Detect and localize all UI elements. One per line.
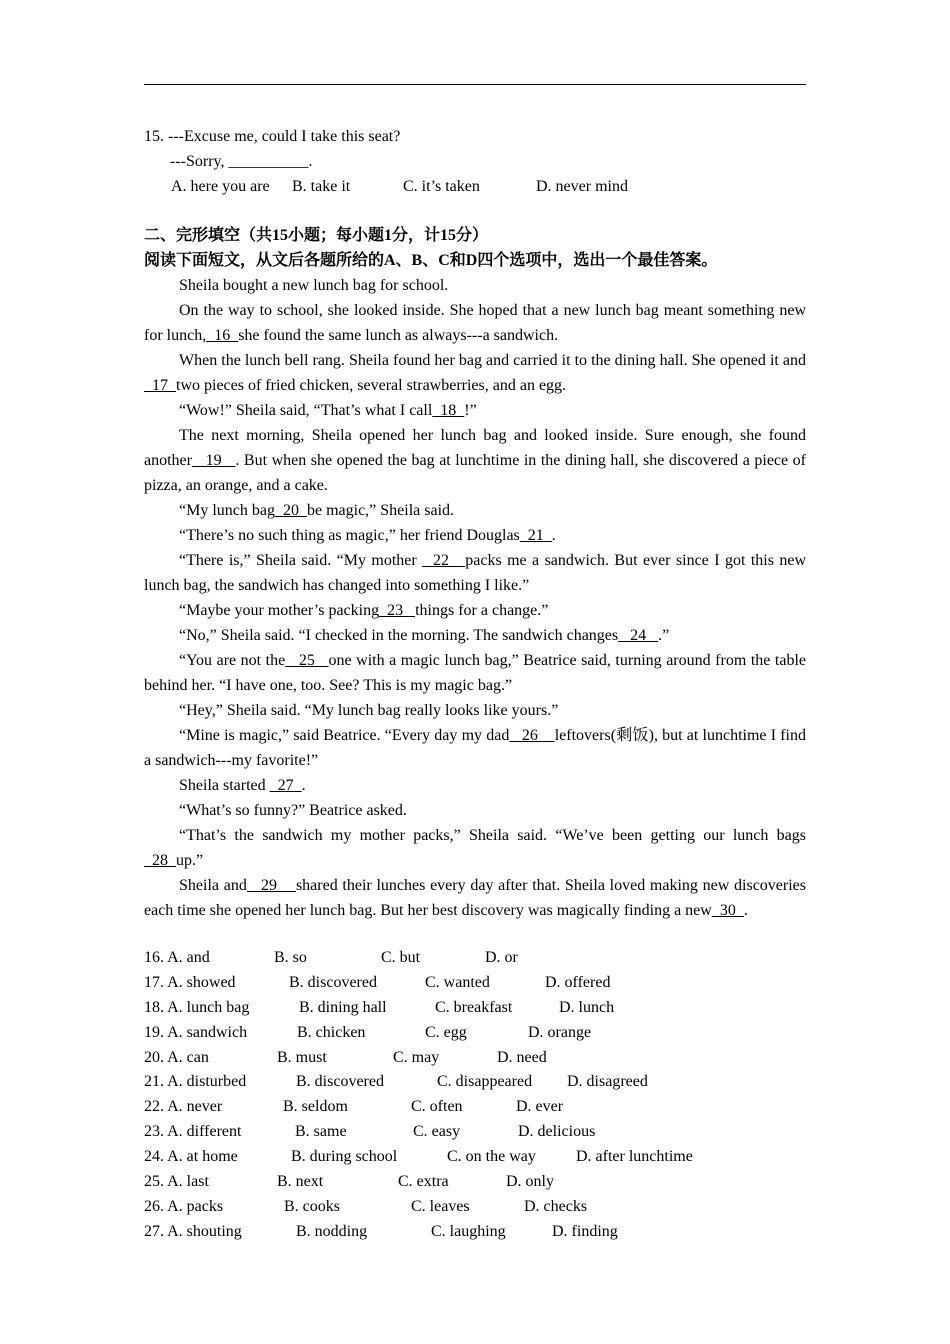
option-row [144,1095,844,1120]
blank-number: 16 [206,327,239,344]
option-c: C. often [411,1098,463,1116]
passage-text: When the lunch bell rang. Sheila found her bag and carried it to the dining hall. She opened it and [179,352,806,369]
passage-text: Sheila and [179,877,247,894]
option-c: C. may [393,1048,440,1066]
passage-paragraph [144,498,806,523]
option-a: 22. A. never [144,1098,223,1116]
passage-text: she found the same lunch as always---a sandwich. [238,327,559,344]
blank-number: 21 [519,527,552,544]
option-b: B. next [277,1173,324,1191]
passage-paragraph [144,773,806,798]
passage-paragraph [144,423,806,498]
section-header [144,223,806,273]
option-d: D. delicious [518,1123,596,1141]
passage-text: be magic,” Sheila said. [306,502,455,519]
option-c: C. wanted [425,973,490,991]
passage-text: “There’s no such thing as magic,” her friend Douglas [179,527,520,544]
blank-number: 24 [618,627,659,644]
option-c: C. leaves [411,1197,470,1215]
option-b: B. seldom [283,1098,348,1116]
option-row [144,1145,844,1170]
passage-paragraph [144,348,806,398]
option-a: 17. A. showed [144,973,236,991]
section-instruction: 阅读下面短文，从文后各题所给的A、B、C和D四个选项中，选出一个最佳答案。 [144,252,718,269]
option-row [144,996,844,1021]
option-d: D. only [506,1173,554,1191]
passage-text: things for a change.” [415,602,549,619]
blank-number: 23 [379,602,416,619]
option-a: 27. A. shouting [144,1222,242,1240]
option-d: D. or [485,949,518,966]
passage-text: “Maybe your mother’s packing [179,602,380,619]
option-d: D. orange [528,1023,592,1041]
passage-text: up.” [176,852,204,869]
passage-text: . [551,527,556,544]
option-b: B. chicken [297,1023,366,1041]
passage-text: On the way to school, she looked inside. She hoped that a new lunch bag meant something new for lunch, [144,302,806,344]
passage-paragraph [144,723,806,773]
section-title: 二、完形填空（共15小题；每小题1分，计15分） [144,227,489,244]
blank-number: 30 [711,902,744,919]
option-a: 24. A. at home [144,1148,238,1166]
blank-number: 29 [246,877,296,894]
passage-text: The next morning, Sheila opened her lunch bag and looked inside. Sure enough, she found another [144,427,806,469]
passage-text: . [301,777,306,794]
option-b: B. cooks [284,1197,340,1215]
option-a: 25. A. last [144,1173,209,1191]
header-rule [144,84,806,85]
passage-text: “My lunch bag [179,502,275,519]
option-b: B. discovered [289,973,377,991]
blank-number: 28 [144,852,176,869]
option-c: C. but [381,949,421,966]
passage-paragraph [144,623,806,648]
option-b: B. during school [291,1148,398,1166]
q15-reply: ---Sorry, __________. [170,153,313,170]
option-c: C. extra [398,1173,449,1191]
blank-number: 19 [191,452,236,469]
option-d: D. finding [552,1222,618,1240]
passage-paragraph [144,823,806,873]
option-b: B. same [295,1123,347,1141]
q15-option-a: A. here you are [171,178,270,195]
option-d: D. disagreed [567,1073,648,1091]
question-15 [144,124,806,199]
option-row [144,1021,844,1046]
option-row [144,1170,844,1195]
option-c: C. egg [425,1023,467,1041]
q15-option-b: B. take it [292,178,351,195]
passage-text: “Hey,” Sheila said. “My lunch bag really looks like yours.” [179,702,559,719]
option-c: C. laughing [431,1222,506,1240]
blank-number: 20 [274,502,307,519]
option-a: 26. A. packs [144,1197,224,1215]
passage-paragraph [144,398,806,423]
passage-text: one with a magic lunch bag,” Beatrice said, turning around from the table behind her. “I have one, too. See? This is my magic bag.” [144,652,807,694]
option-row [144,946,844,971]
passage-paragraph [144,598,806,623]
cloze-options [144,946,844,1245]
passage-text: “You are not the [179,652,286,669]
option-b: B. discovered [296,1073,384,1091]
passage-text: Sheila bought a new lunch bag for school. [179,277,449,294]
q15-option-c: C. it’s taken [403,178,480,195]
option-row [144,1070,844,1095]
option-b: B. nodding [296,1222,368,1240]
option-a: 19. A. sandwich [144,1023,248,1041]
passage-text: Sheila started [179,777,270,794]
passage-text: !” [464,402,477,419]
passage-paragraph [144,298,806,348]
option-d: D. offered [545,973,611,991]
blank-number: 26 [509,727,555,744]
passage-text: . [743,902,748,919]
option-a: 20. A. can [144,1048,209,1066]
passage-paragraph [144,648,806,698]
blank-number: 18 [432,402,465,419]
blank-number: 22 [422,552,466,569]
option-c: C. on the way [447,1148,536,1166]
option-row [144,971,844,996]
option-c: C. disappeared [437,1073,533,1091]
option-c: C. easy [413,1123,461,1141]
option-row [144,1220,844,1245]
cloze-passage [144,273,806,923]
q15-option-d: D. never mind [536,178,628,195]
option-d: D. ever [516,1098,564,1116]
passage-text: two pieces of fried chicken, several strawberries, and an egg. [176,377,567,394]
q15-options [144,174,806,199]
option-row [144,1195,844,1220]
option-b: B. so [274,949,307,966]
passage-text: packs me a sandwich. But ever since I got this new lunch bag, the sandwich has changed into something I like.” [144,552,807,594]
option-a: 18. A. lunch bag [144,998,250,1016]
option-d: D. after lunchtime [576,1148,693,1166]
option-c: C. breakfast [435,998,513,1016]
option-b: B. must [277,1048,327,1066]
passage-text: . But when she opened the bag at lunchtime in the dining hall, she discovered a piece of pizza, an orange, and a cake. [144,452,807,494]
passage-text: “No,” Sheila said. “I checked in the morning. The sandwich changes [179,627,619,644]
blank-number: 17 [144,377,176,394]
passage-paragraph [144,698,806,723]
passage-text: “Mine is magic,” said Beatrice. “Every day my dad [179,727,510,744]
option-a: 23. A. different [144,1123,242,1141]
passage-text: “Wow!” Sheila said, “That’s what I call [179,402,433,419]
q15-prompt: 15. ---Excuse me, could I take this seat? [144,128,401,145]
passage-paragraph [144,273,806,298]
passage-text: .” [658,627,670,644]
option-a: 21. A. disturbed [144,1073,247,1091]
passage-paragraph [144,523,806,548]
option-b: B. dining hall [299,998,387,1016]
passage-paragraph [144,873,806,923]
passage-paragraph [144,798,806,823]
blank-number: 25 [285,652,329,669]
passage-text: “What’s so funny?” Beatrice asked. [179,802,407,819]
option-row [144,1046,844,1071]
passage-text: “There is,” Sheila said. “My mother [179,552,423,569]
option-d: D. lunch [559,998,615,1016]
passage-paragraph [144,548,806,598]
passage-text: “That’s the sandwich my mother packs,” Sheila said. “We’ve been getting our lunch bags [179,827,806,844]
passage-text: leftovers(剩饭), but at lunchtime I find a sandwich---my favorite!” [144,727,807,769]
option-a: 16. A. and [144,949,210,966]
passage-text: shared their lunches every day after that. Sheila loved making new discoveries each time she opened her lunch bag. But her best discovery was magically finding a new [144,877,807,919]
option-d: D. need [497,1048,547,1066]
option-row [144,1120,844,1145]
option-d: D. checks [524,1197,588,1215]
blank-number: 27 [269,777,302,794]
